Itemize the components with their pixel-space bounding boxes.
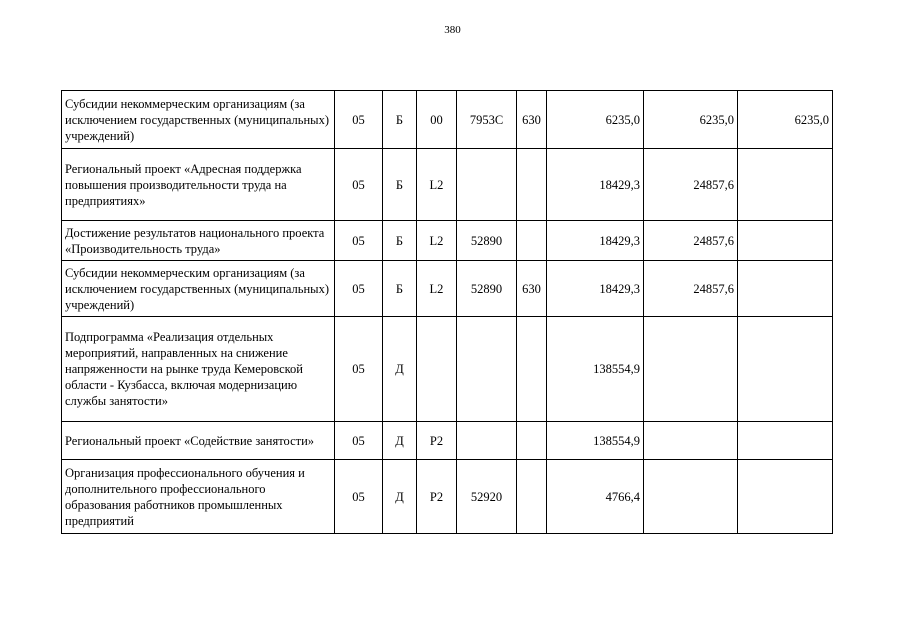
table-row — [62, 317, 833, 422]
section-code: 05 — [335, 221, 383, 261]
expense-type-code — [517, 149, 547, 221]
program-code: Б — [383, 221, 417, 261]
program-code: Б — [383, 149, 417, 221]
row-name: Достижение результатов национального проекта «Производительность труда» — [62, 221, 335, 261]
amount-year-2 — [644, 317, 738, 422]
section-code: 05 — [335, 460, 383, 534]
amount-year-2 — [644, 460, 738, 534]
section-code: 05 — [335, 317, 383, 422]
expense-type-code: 630 — [517, 261, 547, 317]
row-name: Региональный проект «Содействие занятости» — [62, 422, 335, 460]
item-code — [457, 317, 517, 422]
subprogram-code: L2 — [417, 149, 457, 221]
amount-year-3 — [738, 422, 833, 460]
row-name: Региональный проект «Адресная поддержка повышения производительности труда на предприятиях» — [62, 149, 335, 221]
section-code: 05 — [335, 91, 383, 149]
item-code: 52890 — [457, 261, 517, 317]
expense-type-code — [517, 460, 547, 534]
amount-year-2: 24857,6 — [644, 149, 738, 221]
amount-year-3 — [738, 221, 833, 261]
expense-type-code — [517, 317, 547, 422]
amount-year-1: 4766,4 — [547, 460, 644, 534]
subprogram-code: Р2 — [417, 422, 457, 460]
amount-year-2: 6235,0 — [644, 91, 738, 149]
amount-year-1: 18429,3 — [547, 261, 644, 317]
amount-year-3 — [738, 317, 833, 422]
item-code — [457, 149, 517, 221]
section-code: 05 — [335, 149, 383, 221]
item-code: 7953С — [457, 91, 517, 149]
amount-year-2: 24857,6 — [644, 221, 738, 261]
row-name: Подпрограмма «Реализация отдельных мероприятий, направленных на снижение напряженности на рынке труда Кемеровской области - Кузбасса, включая модернизацию службы занятости» — [62, 317, 335, 422]
budget-table — [61, 90, 833, 534]
row-name: Организация профессионального обучения и дополнительного профессионального образования работников промышленных предприятий — [62, 460, 335, 534]
section-code: 05 — [335, 261, 383, 317]
subprogram-code: Р2 — [417, 460, 457, 534]
item-code: 52920 — [457, 460, 517, 534]
table-row — [62, 460, 833, 534]
amount-year-2 — [644, 422, 738, 460]
expense-type-code — [517, 422, 547, 460]
expense-type-code — [517, 221, 547, 261]
table-row — [62, 422, 833, 460]
subprogram-code: L2 — [417, 261, 457, 317]
row-name: Субсидии некоммерческим организациям (за исключением государственных (муниципальных) учреждений) — [62, 261, 335, 317]
amount-year-3 — [738, 149, 833, 221]
subprogram-code — [417, 317, 457, 422]
item-code — [457, 422, 517, 460]
row-name: Субсидии некоммерческим организациям (за исключением государственных (муниципальных) учреждений) — [62, 91, 335, 149]
program-code: Д — [383, 317, 417, 422]
table-row — [62, 91, 833, 149]
amount-year-1: 18429,3 — [547, 221, 644, 261]
expense-type-code: 630 — [517, 91, 547, 149]
table-row — [62, 261, 833, 317]
program-code: Д — [383, 422, 417, 460]
amount-year-3 — [738, 261, 833, 317]
table-row — [62, 221, 833, 261]
amount-year-1: 6235,0 — [547, 91, 644, 149]
program-code: Б — [383, 91, 417, 149]
program-code: Б — [383, 261, 417, 317]
table-row — [62, 149, 833, 221]
amount-year-2: 24857,6 — [644, 261, 738, 317]
amount-year-3: 6235,0 — [738, 91, 833, 149]
section-code: 05 — [335, 422, 383, 460]
amount-year-3 — [738, 460, 833, 534]
amount-year-1: 18429,3 — [547, 149, 644, 221]
amount-year-1: 138554,9 — [547, 422, 644, 460]
item-code: 52890 — [457, 221, 517, 261]
budget-table-body — [62, 91, 833, 534]
amount-year-1: 138554,9 — [547, 317, 644, 422]
subprogram-code: 00 — [417, 91, 457, 149]
program-code: Д — [383, 460, 417, 534]
subprogram-code: L2 — [417, 221, 457, 261]
page-number: 380 — [444, 24, 461, 36]
